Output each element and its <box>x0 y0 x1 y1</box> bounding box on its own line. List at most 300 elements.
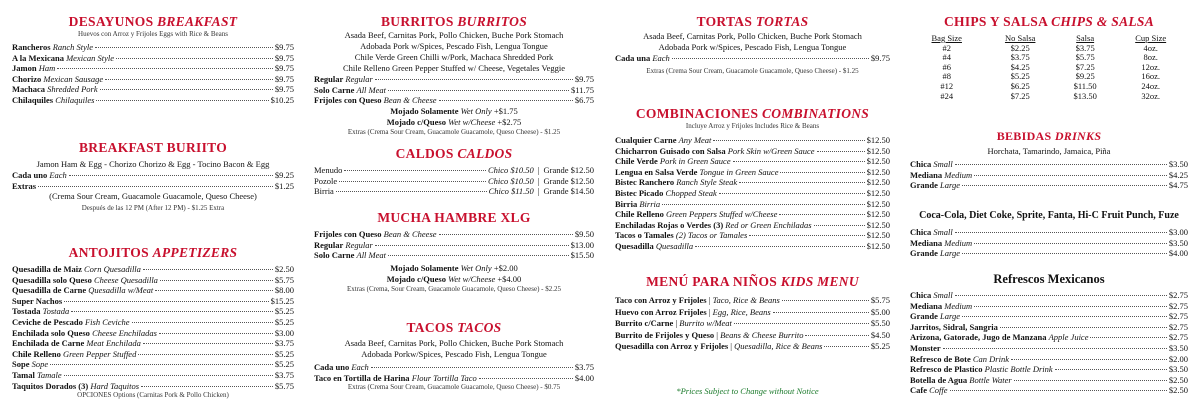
chips-col-header: Salsa <box>1076 33 1095 43</box>
menu-item-label <box>910 238 972 249</box>
menu-item-label <box>12 84 98 95</box>
menu-item-price: $3.50 <box>1168 237 1188 248</box>
chips-col-header: Cup Size <box>1135 33 1167 43</box>
menu-item-row <box>314 362 594 373</box>
menu-item-desc: Large <box>940 180 960 191</box>
menu-item-price: $12.50 <box>866 240 890 251</box>
menu-item-desc: Small <box>933 227 953 237</box>
dot-leader <box>143 269 273 270</box>
menu-item-price: $2.75 <box>1168 300 1188 311</box>
menu-item-desc: Ranch Style Steak <box>676 177 738 188</box>
chips-cell: 16oz. <box>1141 71 1160 82</box>
menu-item-row <box>615 177 890 188</box>
menu-item-price: $5.75 <box>274 274 294 285</box>
menu-item-name: Cafe <box>910 385 927 396</box>
section-burritos <box>314 14 594 137</box>
menu-item-desc: Tongue in Green Sauce <box>699 166 779 177</box>
section-tacos <box>314 320 594 392</box>
chips-cell: $6.25 <box>1010 80 1030 91</box>
menu-item-label <box>910 322 998 333</box>
kids-item-desc: Egg, Rice, Beans <box>712 306 771 317</box>
menu-item-desc: Corn Quesadilla <box>84 264 141 274</box>
menu-item-name: Tostada <box>12 306 41 317</box>
menu-item-row <box>12 381 294 392</box>
caldo-name: Birria <box>314 186 334 197</box>
menu-item-price: $3.00 <box>1168 227 1188 237</box>
dot-leader <box>1055 369 1167 370</box>
chips-cell: 12oz. <box>1141 61 1160 72</box>
menu-item-price: $12.50 <box>866 187 890 198</box>
menu-item-name: Chilaquiles <box>12 94 54 105</box>
dot-leader <box>974 306 1167 307</box>
menu-item-label <box>910 332 1088 343</box>
section-combinaciones <box>615 106 890 252</box>
menu-item-name: Chica <box>910 159 932 169</box>
menu-item-label <box>910 375 1012 386</box>
kids-item-row <box>615 341 890 353</box>
chips-cell: 8oz. <box>1143 52 1158 63</box>
menu-item-name: Chile Relleno <box>12 348 61 359</box>
dot-leader <box>955 232 1167 233</box>
menu-item-name: Extras <box>12 180 37 191</box>
menu-item-desc: Plastic Bottle Drink <box>984 364 1053 375</box>
chips-cell: $2.25 <box>1010 42 1030 53</box>
menu-item-price: $9.75 <box>274 84 294 95</box>
menu-item-label <box>910 170 972 181</box>
kids-item-name: Huevo con Arroz Frijoles <box>615 306 707 317</box>
menu-item-desc: Bean & Cheese <box>383 95 437 106</box>
caldo-chico-price: Chico $10.50 <box>487 175 534 186</box>
dot-leader <box>713 140 864 141</box>
menu-item-desc: Mexican Sausage <box>43 73 104 84</box>
section-bebidas <box>910 128 1188 191</box>
caldo-name: Menudo <box>314 165 343 175</box>
menu-item-label <box>615 167 778 178</box>
bebidas-list <box>910 159 1188 191</box>
menu-item-desc: Small <box>933 290 953 300</box>
section-antojitos <box>12 245 294 400</box>
dot-leader <box>479 378 573 379</box>
tortas-desc-1: Asada Beef, Carnitas Pork, Pollo Chicken, Buche Pork Stomach <box>643 31 862 41</box>
menu-item-row <box>12 53 294 64</box>
caldo-chico-price: Chico $10.50 <box>487 165 534 175</box>
menu-item-row <box>910 290 1188 301</box>
dot-leader <box>155 290 273 291</box>
menu-item-row <box>615 209 890 220</box>
menu-item-label <box>12 317 130 328</box>
column-2 <box>314 0 594 414</box>
menu-item-label <box>615 53 670 64</box>
dot-leader <box>160 280 273 281</box>
menu-item-desc: Bean & Cheese <box>383 229 437 239</box>
chips-cell: #8 <box>942 71 951 82</box>
dot-leader <box>159 333 273 334</box>
menu-item-row <box>615 156 890 167</box>
menu-item-price: $9.75 <box>274 63 294 74</box>
kids-item-price: $5.25 <box>870 341 890 352</box>
menu-item-desc: All Meat <box>356 250 387 261</box>
menu-item-name: Grande <box>910 248 938 259</box>
menu-item-price: $12.50 <box>866 156 890 167</box>
dot-leader <box>339 181 486 182</box>
kids-item-desc: Quesadilla, Rice & Beans <box>734 341 823 352</box>
burritos-extras: Extras (Crema Sour Cream, Guacamole Guacamole, Queso Cheese) - $1.25 <box>347 127 561 136</box>
menu-item-row <box>12 74 294 85</box>
menu-item-desc: Flour Tortilla Taco <box>411 372 477 383</box>
menu-item-name: Jamon <box>12 63 37 74</box>
kids-item-separator: | <box>714 329 721 340</box>
menu-item-name: Jarritos, Sidral, Sangria <box>910 321 998 332</box>
caldo-separator: | <box>537 175 540 186</box>
menu-item-row <box>314 95 594 106</box>
dot-leader <box>782 300 869 301</box>
kids-item-label <box>615 330 803 342</box>
kids-item-desc: Beans & Cheese Burrito <box>720 329 804 340</box>
menu-item-row <box>910 343 1188 354</box>
menu-item-label <box>615 209 777 220</box>
dot-leader <box>141 386 273 387</box>
menu-item-desc: Tostada <box>42 306 70 317</box>
menu-item-row <box>12 338 294 349</box>
menu-item-name: Super Nachos <box>12 295 63 306</box>
dot-leader <box>375 245 569 246</box>
section-tortas <box>615 14 890 76</box>
menu-item-label <box>12 296 62 307</box>
menu-item-label <box>615 146 815 157</box>
menu-item-row <box>12 170 294 181</box>
menu-item-row <box>12 181 294 192</box>
menu-item-price: $15.50 <box>570 250 594 261</box>
menu-item-desc: Large <box>940 311 960 322</box>
menu-item-label <box>12 74 103 85</box>
dot-leader <box>375 79 573 80</box>
menu-item-label <box>910 301 972 312</box>
menu-item-price: $11.75 <box>570 84 594 95</box>
menu-item-name: Quesadilla de Carne <box>12 285 87 296</box>
chips-cell: #6 <box>942 61 951 72</box>
menu-item-row <box>615 199 890 210</box>
dot-leader <box>1014 380 1167 381</box>
tacos-desc-2: Adobada Porkw/Spices, Pescado Fish, Lengua Tongue <box>361 349 547 359</box>
menu-item-price: $9.75 <box>574 74 594 84</box>
menu-item-name: Sope <box>12 359 30 370</box>
dot-leader <box>132 322 273 323</box>
menu-item-name: Taquitos Dorados (3) <box>12 380 89 391</box>
kids-item-name: Burrito de Frijoles y Queso <box>615 329 715 340</box>
menu-item-row <box>910 354 1188 365</box>
menu-item-desc: Fish Ceviche <box>84 316 130 327</box>
menu-item-row <box>615 135 890 146</box>
menu-item-row <box>910 332 1188 343</box>
menu-item-row <box>615 167 890 178</box>
menu-item-row <box>910 364 1188 375</box>
dot-leader <box>962 316 1167 317</box>
chips-col-header: Bag Size <box>931 33 962 43</box>
dot-leader <box>955 164 1167 165</box>
chips-cell: $3.75 <box>1010 52 1030 63</box>
menu-item-desc: Small <box>933 159 953 169</box>
menu-item-price: $2.75 <box>1168 332 1188 343</box>
menu-item-name: Ceviche de Pescado <box>12 316 83 327</box>
menu-item-row <box>12 328 294 339</box>
menu-item-price: $15.25 <box>270 295 294 306</box>
section-breakfast-burrito <box>12 140 294 213</box>
menu-item-label <box>314 373 477 384</box>
menu-item-label <box>314 95 437 106</box>
menu-item-desc: Tamale <box>36 369 62 380</box>
menu-item-row <box>910 301 1188 312</box>
menu-item-price: $9.75 <box>274 42 294 52</box>
dot-leader <box>116 58 273 59</box>
caldo-grande-price: Grande $14.50 <box>543 186 594 197</box>
menu-item-price: $12.50 <box>866 166 890 177</box>
menu-item-label <box>910 227 953 238</box>
menu-item-label <box>12 349 136 360</box>
menu-item-name: Monster <box>910 342 941 353</box>
menu-item-name: Enchilada solo Queso <box>12 327 90 338</box>
menu-item-name: Tamal <box>12 369 35 380</box>
menu-item-name: Solo Carne <box>314 84 355 95</box>
kids-item-row <box>615 307 890 319</box>
menu-item-row <box>910 322 1188 333</box>
menu-item-name: Grande <box>910 180 938 191</box>
menu-item-label <box>12 328 157 339</box>
sodas-title: Coca-Cola, Diet Coke, Sprite, Fanta, Hi-C Fruit Punch, Fuze <box>919 210 1179 221</box>
menu-item-row <box>314 240 594 251</box>
dot-leader <box>805 335 868 336</box>
ninos-list <box>615 295 890 353</box>
menu-item-price: $6.75 <box>574 95 594 106</box>
bebidas-title: BEBIDAS DRINKS <box>996 129 1102 143</box>
kids-item-desc: Burrito w/Meat <box>679 318 732 329</box>
chips-cell: $11.50 <box>1073 80 1097 91</box>
menu-item-label <box>12 370 62 381</box>
chips-cell: #24 <box>940 90 954 101</box>
kids-item-name: Burrito c/Carne <box>615 318 674 329</box>
dot-leader <box>69 175 273 176</box>
refrescos-title: Refrescos Mexicanos <box>993 272 1105 286</box>
combinaciones-subtitle: Incluye Arroz y Frijoles Includes Rice & Beans <box>685 122 820 130</box>
menu-item-label <box>314 85 386 96</box>
tortas-extras: Extras (Crema Sour Cream, Guacamole Guacamole, Queso Cheese) - $1.25 <box>646 66 859 75</box>
antojitos-opciones: OPCIONES Options (Carnitas Pork & Pollo Chicken) <box>77 391 229 400</box>
menu-item-name: Regular <box>314 74 344 84</box>
menu-item-name: Chicharron Guisado con Salsa <box>615 145 726 156</box>
kids-item-name: Quesadilla con Arroz y Frijoles <box>615 341 729 352</box>
menu-item-price: $3.50 <box>1168 159 1188 169</box>
dot-leader <box>734 323 869 324</box>
menu-item-row <box>314 229 594 240</box>
chips-cell: $5.25 <box>1010 71 1030 82</box>
menu-item-row <box>12 296 294 307</box>
dot-leader <box>64 301 268 302</box>
menu-item-label <box>12 63 55 74</box>
menu-item-price: $5.75 <box>274 380 294 391</box>
desayunos-list <box>12 42 294 106</box>
menu-item-row <box>314 74 594 85</box>
menu-item-label <box>12 95 94 106</box>
caldo-name: Pozole <box>314 175 338 186</box>
column-1 <box>12 0 294 414</box>
dot-leader <box>779 214 864 215</box>
menu-item-label <box>615 230 747 241</box>
menu-item-price: $9.25 <box>274 170 294 180</box>
menu-item-name: Chile Verde <box>615 156 658 167</box>
menu-item-desc: Green Peppers Stuffed w/Cheese <box>666 209 778 220</box>
dot-leader <box>955 295 1167 296</box>
kids-item-price: $5.75 <box>870 295 890 305</box>
menu-item-label <box>615 220 812 231</box>
ninos-title: MENÚ PARA NIÑOS KIDS MENU <box>646 274 859 289</box>
menu-item-desc: (2) Tacos or Tamales <box>675 230 748 241</box>
menu-item-desc: Can Drink <box>972 353 1009 364</box>
menu-item-desc: Sope <box>31 359 49 370</box>
menu-item-label <box>12 381 139 392</box>
menu-item-label <box>314 74 373 85</box>
antojitos-list <box>12 264 294 391</box>
menu-item-row <box>12 317 294 328</box>
menu-item-row <box>910 227 1188 238</box>
menu-item-label <box>615 156 731 167</box>
desayunos-title: DESAYUNOS BREAKFAST <box>68 14 238 29</box>
section-ninos <box>615 274 890 353</box>
menu-item-row <box>910 159 1188 170</box>
menu-item-row <box>12 306 294 317</box>
menu-item-name: Chica <box>910 290 932 300</box>
menu-item-row <box>910 385 1188 396</box>
menu-item-price: $3.75 <box>274 338 294 349</box>
breakfast-burrito-options: Jamon Ham & Egg - Chorizo Chorizo & Egg - Tocino Bacon & Egg <box>36 159 270 169</box>
menu-item-label <box>910 248 960 259</box>
menu-item-label <box>12 264 141 275</box>
menu-item-price: $5.25 <box>274 306 294 317</box>
menu-item-price: $2.50 <box>1168 385 1188 396</box>
dot-leader <box>371 367 573 368</box>
kids-item-row <box>615 330 890 342</box>
caldo-row <box>314 186 594 197</box>
menu-item-price: $9.50 <box>574 229 594 239</box>
menu-item-name: Tacos o Tamales <box>615 230 674 241</box>
menu-item-name: Regular <box>314 239 344 250</box>
menu-item-price: $1.25 <box>274 180 294 191</box>
breakfast-burrito-title: BREAKFAST BURIITO <box>78 140 228 155</box>
menu-item-name: Arizona, Gatorade, Jugo de Manzana <box>910 332 1047 343</box>
menu-item-label <box>910 311 960 322</box>
dot-leader <box>1000 327 1167 328</box>
menu-item-desc: Meat Enchilada <box>86 338 141 349</box>
dot-leader <box>388 255 569 256</box>
dot-leader <box>50 364 273 365</box>
menu-item-desc: Coffe <box>929 385 948 396</box>
menu-item-desc: Chilaquiles <box>55 94 95 105</box>
menu-item-label <box>12 359 48 370</box>
bebidas-flavors: Horchata, Tamarindo, Jamaica, Piña <box>987 146 1111 156</box>
kids-item-separator: | <box>673 318 680 329</box>
menu-item-desc: Medium <box>944 169 973 180</box>
menu-item-desc: Each <box>351 362 369 372</box>
caldos-title: CALDOS CALDOS <box>395 146 513 161</box>
menu-item-row <box>910 311 1188 322</box>
menu-item-desc: Cheese Quesadilla <box>93 274 158 285</box>
menu-item-desc: Shredded Pork <box>47 84 98 95</box>
menu-item-desc: All Meat <box>356 84 387 95</box>
burritos-list <box>314 74 594 106</box>
menu-item-price: $4.25 <box>1168 169 1188 180</box>
dot-leader <box>950 390 1167 391</box>
dot-leader <box>138 354 273 355</box>
column-3 <box>615 0 890 414</box>
menu-item-price: $8.00 <box>274 285 294 296</box>
menu-item-row <box>12 349 294 360</box>
refrescos-list <box>910 290 1188 396</box>
menu-item-row <box>12 63 294 74</box>
menu-item-label <box>910 354 1009 365</box>
menu-item-name: Birria <box>615 198 638 209</box>
menu-item-label <box>12 285 153 296</box>
chips-cell: #12 <box>940 80 954 91</box>
menu-item-row <box>314 250 594 261</box>
chips-cell: 24oz. <box>1141 80 1160 91</box>
menu-item-name: Grande <box>910 311 938 322</box>
menu-item-desc: Green Pepper Stuffed <box>63 348 137 359</box>
menu-item-label <box>910 180 960 191</box>
dot-leader <box>388 90 569 91</box>
mucha-hambre-mojado-solamente: Mojado Solamente Wet Only +$2.00 <box>390 262 518 273</box>
menu-item-row <box>615 146 890 157</box>
menu-item-price: $2.75 <box>1168 321 1188 332</box>
chips-cell: 32oz. <box>1141 90 1160 101</box>
menu-item-row <box>910 238 1188 249</box>
kids-item-name: Taco con Arroz y Frijoles <box>615 295 707 305</box>
dot-leader <box>105 79 273 80</box>
menu-item-name: Quesadilla de Maiz <box>12 264 82 274</box>
menu-item-price: $5.25 <box>274 316 294 327</box>
menu-item-name: Enchiladas Rojas o Verdes (3) <box>615 219 724 230</box>
menu-item-desc: Pork in Green Sauce <box>659 156 731 167</box>
sodas-list <box>910 227 1188 259</box>
chips-title: CHIPS Y SALSA CHIPS & SALSA <box>943 14 1155 29</box>
burritos-mojado-solamente: Mojado Solamente Wet Only +$1.75 <box>390 105 518 116</box>
menu-item-label <box>314 229 437 240</box>
menu-item-label <box>910 290 953 301</box>
dot-leader <box>749 235 864 236</box>
menu-item-label <box>12 181 36 192</box>
menu-item-price: $2.75 <box>1168 290 1188 300</box>
tortas-list <box>615 53 890 64</box>
menu-item-name: Chile Relleno <box>615 209 664 220</box>
menu-item-name: Bistec Picado <box>615 187 664 198</box>
menu-item-price: $5.25 <box>274 359 294 370</box>
mucha-hambre-list <box>314 229 594 261</box>
menu-item-desc: Mexican Style <box>66 52 114 63</box>
menu-item-row <box>314 85 594 96</box>
menu-item-row <box>12 370 294 381</box>
menu-item-desc: Red or Green Enchiladas <box>725 219 812 230</box>
tortas-title: TORTAS TORTAS <box>696 14 809 29</box>
chips-table-body <box>910 44 1188 102</box>
price-disclaimer: *Prices Subject to Change without Notice <box>676 386 819 396</box>
chips-row <box>910 92 1188 102</box>
menu-item-price: $4.00 <box>574 372 594 383</box>
menu-item-desc: Hard Taquitos <box>90 380 140 391</box>
dot-leader <box>780 172 864 173</box>
breakfast-burrito-after-note: Después de las 12 PM (After 12 PM) - $1.25 Extra <box>81 204 225 213</box>
menu-item-price: $2.75 <box>1168 311 1188 322</box>
chips-table <box>910 34 1188 101</box>
menu-item-row <box>12 359 294 370</box>
menu-item-name: Enchilada de Carne <box>12 338 85 349</box>
burritos-desc-2: Adobada Pork w/Spices, Pescado Fish, Lengua Tongue <box>360 41 548 51</box>
